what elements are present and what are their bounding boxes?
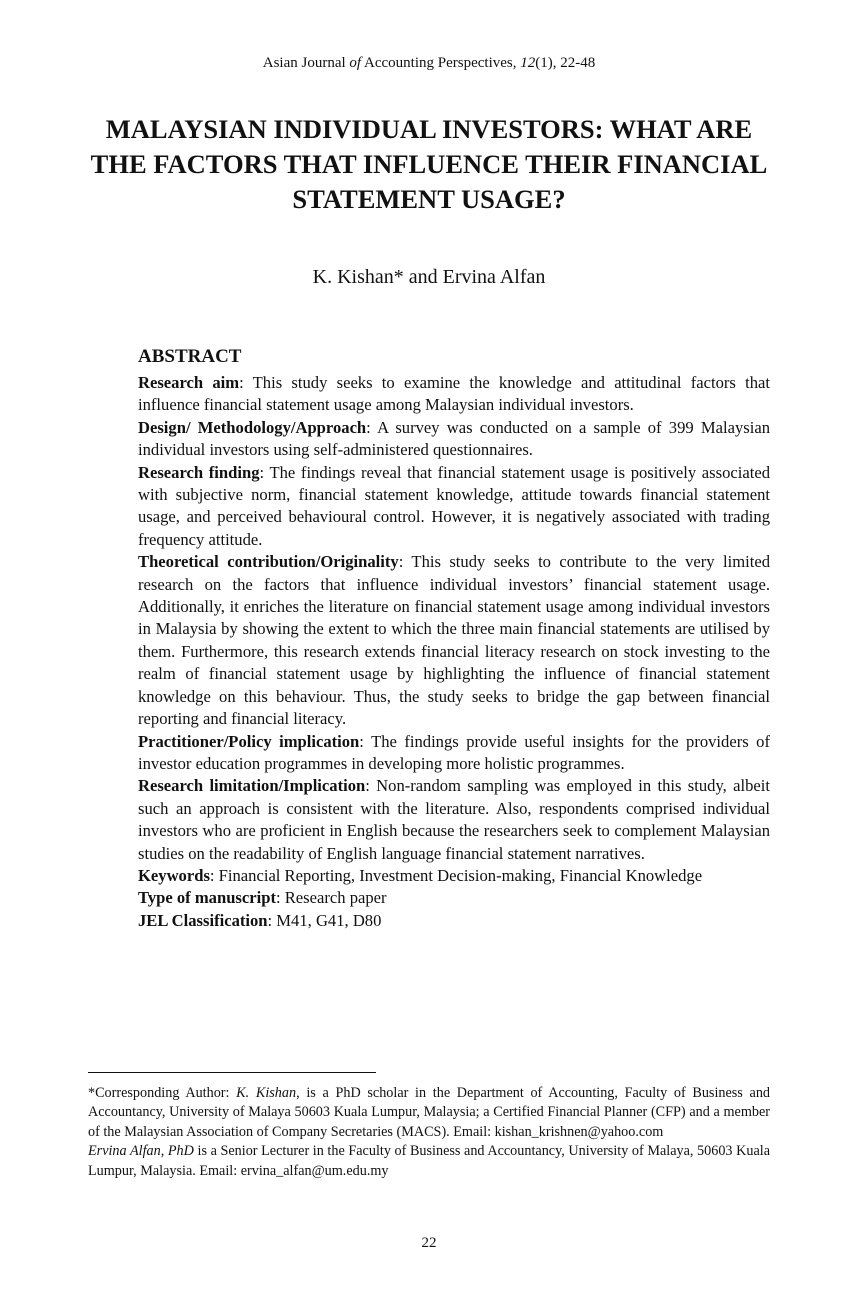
abstract-label: JEL Classification (138, 910, 268, 930)
abstract (138, 344, 770, 932)
abstract-label: Keywords (138, 865, 210, 885)
footnote-text: *Corresponding Author: (88, 1085, 237, 1101)
footnote-separator: , (160, 1143, 168, 1160)
footnote-corresponding-author (88, 1084, 770, 1142)
abstract-text: : This study seeks to examine the knowledge and attitudinal factors that influence financial statement usage among Malaysian individual investors. (138, 373, 770, 415)
footnotes (88, 1084, 770, 1181)
abstract-text: : Research paper (275, 888, 387, 908)
abstract-manuscript-type (138, 887, 770, 909)
abstract-text: : Financial Reporting, Investment Decision-making, Financial Knowledge (209, 865, 703, 885)
journal-volume: 12 (520, 55, 536, 71)
abstract-label: Practitioner/Policy implication (138, 731, 360, 751)
journal-name-part: Asian Journal (262, 55, 350, 71)
page-number: 22 (421, 1235, 437, 1251)
abstract-research-finding (138, 462, 770, 552)
abstract-practitioner-implication (138, 731, 770, 776)
abstract-label: Type of manuscript (138, 888, 276, 908)
abstract-label: Research aim (138, 373, 240, 392)
footnote-author-name: K. Kishan (236, 1085, 297, 1101)
journal-name-part: Accounting Perspectives, (361, 55, 521, 71)
abstract-research-aim (138, 372, 770, 417)
abstract-keywords (138, 865, 770, 887)
abstract-jel-classification (138, 910, 770, 932)
paper-authors: K. Kishan* and Ervina Alfan (312, 266, 546, 288)
running-head (0, 55, 858, 72)
abstract-label: Theoretical contribution/Originality (138, 552, 399, 572)
abstract-research-limitation (138, 775, 770, 865)
abstract-label: Design/ Methodology/Approach (138, 417, 367, 437)
footnote-divider (88, 1072, 376, 1073)
footnote-author-degree: PhD (167, 1143, 194, 1160)
footnote-text: is a Senior Lecturer in the Faculty of Business and Accountancy, University of Malaya, 50603 Kuala Lumpur, Malaysia. Email: ervina_alfan@um.edu.my (88, 1143, 770, 1179)
abstract-text: : The findings provide useful insights for the providers of investor education programmes in developing more holistic programmes. (138, 731, 770, 773)
footnote-text: , is a PhD scholar in the Department of Accounting, Faculty of Business and Accountancy, University of Malaya 50603 Kuala Lumpur, Malaysia; a Certified Financial Planner (CFP) and a member of the Malaysian Association of Company Secretaries (MACS). Email: kishan_krishnen@yahoo.com (88, 1085, 771, 1140)
abstract-label: Research limitation/Implication (138, 776, 366, 796)
abstract-text: : This study seeks to contribute to the very limited research on the factors that influence individual investors’ financial statement usage. Additionally, it enriches the literature on financial statement usage among individual investors in Malaysia by showing the extent to which the three main financial statements are utilised by them. Furthermore, this research extends financial literacy research on stock investing to the realm of financial statement usage by highlighting the influence of financial statement knowledge on this behaviour. Thus, the study seeks to bridge the gap between financial reporting and financial literacy. (138, 552, 770, 729)
abstract-text: : Non-random sampling was employed in this study, albeit such an approach is consistent with the literature. Also, respondents comprised individual investors who are proficient in English because the researchers seek to complement Malaysian studies on the readability of English language financial statement narratives. (138, 776, 770, 863)
abstract-heading: ABSTRACT (138, 346, 242, 367)
abstract-label: Research finding (138, 462, 260, 482)
footnote-second-author (88, 1142, 770, 1181)
journal-issue-pages: (1), 22-48 (535, 55, 596, 71)
paper-title: MALAYSIAN INDIVIDUAL INVESTORS: WHAT ARE THE FACTORS THAT INFLUENCE THEIR FINANCIAL STATEMENT USAGE? (90, 114, 768, 214)
abstract-text: : M41, G41, D80 (267, 910, 382, 930)
abstract-text: : The findings reveal that financial statement usage is positively associated with subjective norm, financial statement knowledge, attitude towards financial statement usage, and perceived behavioural control. However, it is negatively associated with trading frequency attitude. (138, 462, 770, 549)
footnote-author-name: Ervina Alfan (88, 1143, 161, 1160)
abstract-theoretical-contribution (138, 551, 770, 730)
journal-name-of: of (349, 55, 362, 71)
abstract-design-methodology (138, 417, 770, 462)
abstract-text: : A survey was conducted on a sample of 399 Malaysian individual investors using self-administered questionnaires. (138, 417, 771, 460)
